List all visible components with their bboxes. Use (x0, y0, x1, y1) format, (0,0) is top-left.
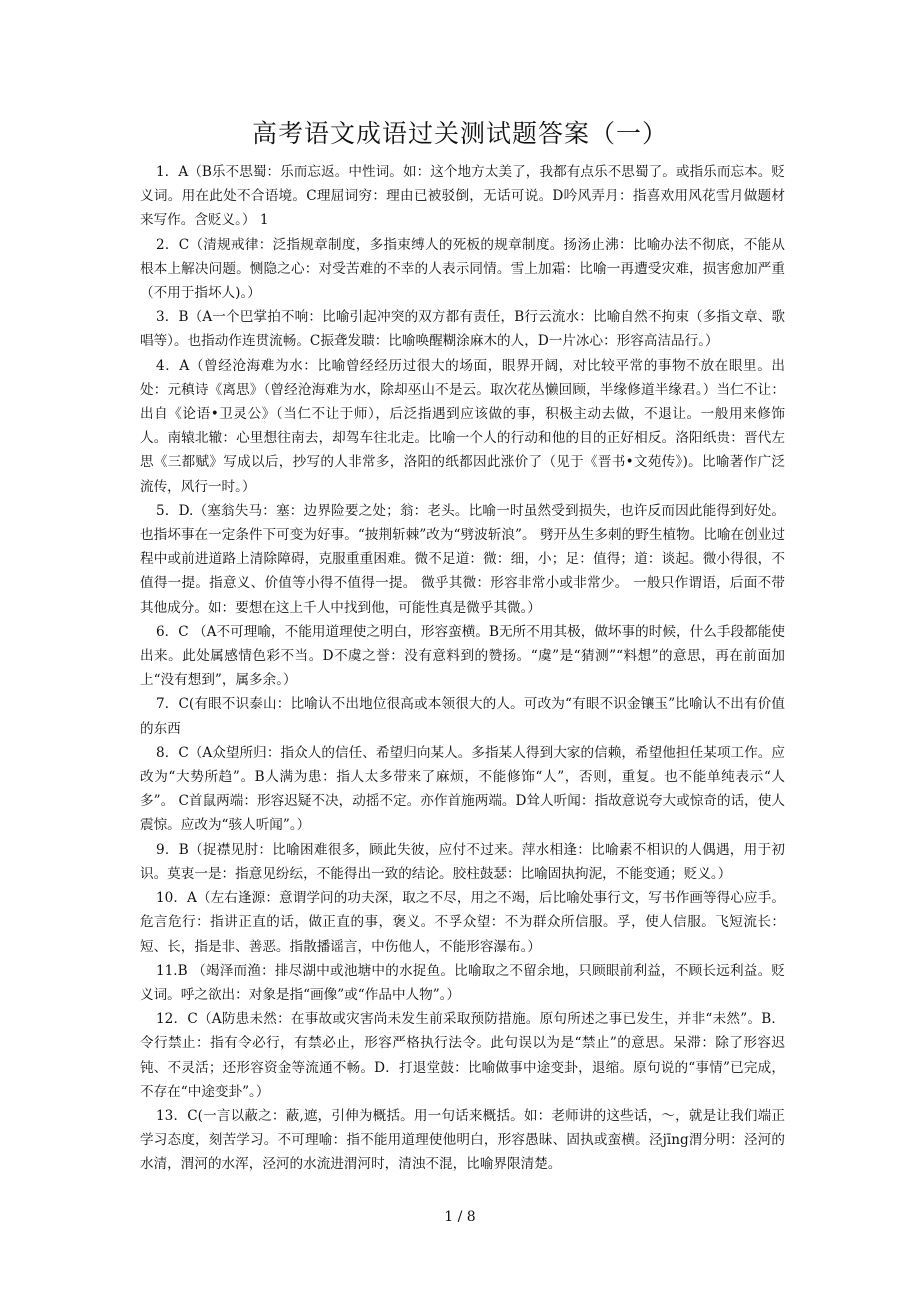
answer-item: 10．A（左右逢源：意谓学问的功夫深，取之不尽，用之不竭，后比喻处事行文，写书作画等得心应手。危言危行：指讲正直的话，做正直的事，褒义。不孚众望：不为群众所信服。孚，使人信服。飞短流长：短、长，指是非、善恶。指散播谣言，中伤他人，不能形容瀑布。） (140, 890, 785, 955)
answer-item: 12．C（A防患未然：在事故或灾害尚未发生前采取预防措施。原句所述之事已发生，并非“未然”。B．令行禁止：指有令必行，有禁必止，形容严格执行法令。此句误以为是“禁止”的意思。呆滞：除了形容迟钝、不灵活；还形容资金等流通不畅。D．打退堂鼓：比喻做事中途变卦，退缩。原句说的“事情”已完成，不存在“中途变卦”。） (140, 1011, 785, 1100)
answer-item: 4．A（曾经沧海难为水：比喻曾经经历过很大的场面，眼界开阔，对比较平常的事物不放在眼里。出处：元稹诗《离思》（曾经沧海难为水，除却巫山不是云。取次花丛懒回顾，半缘修道半缘君。）当仁不让：出自《论语•卫灵公》（当仁不让于师），后泛指遇到应该做的事，积极主动去做，不退让。一般用来修饰人。南辕北辙：心里想往南去，却驾车往北走。比喻一个人的行动和他的目的正好相反。洛阳纸贵：晋代左思《三都赋》写成以后，抄写的人非常多，洛阳的纸都因此涨价了（见于《晋书•文苑传》)。比喻著作广泛流传，风行一时。） (140, 357, 785, 495)
answer-item: 9．B（捉襟见肘：比喻困难很多，顾此失彼，应付不过来。萍水相逢：比喻素不相识的人偶遇，用于初识。莫衷一是：指意见纷纭，不能得出一致的结论。胶柱鼓瑟：比喻固执拘泥，不能变通；贬义。） (140, 841, 785, 882)
page-title: 高考语文成语过关测试题答案（一） (251, 119, 668, 148)
answer-item: 6．C （A不可理喻，不能用道理使之明白，形容蛮横。B无所不用其极，做坏事的时候，什么手段都能使出来。此处属感情色彩不当。D不虞之誉：没有意料到的赞扬。“虞”是“猜测”“料想”的意思，再在前面加上“没有想到”，属多余。） (140, 623, 785, 689)
answer-item: 1．A（B乐不思蜀：乐而忘返。中性词。如：这个地方太美了，我都有点乐不思蜀了。或指乐而忘本。贬义词。用在此处不合语境。C理屈词穷：理由已被驳倒，无话可说。D吟风弄月：指喜欢用风花雪月做题材来写作。含贬义。） 1 (140, 164, 785, 229)
page-number: 1 / 8 (444, 1209, 476, 1225)
answer-item: 5．D.（塞翁失马：塞：边界险要之处；翁：老头。比喻一时虽然受到损失，也许反而因此能得到好处。也指坏事在一定条件下可变为好事。“披荆斩棘”改为“劈波斩浪”。 劈开丛生多刺的野生植物。比喻在创业过程中或前进道路上清除障碍，克服重重困难。微不足道：微：细，小；足：值得；道：谈起。微小得很，不值得一提。指意义、价值等小得不值得一提。 微乎其微：形容非常小或非常少。 一般只作谓语，后面不带其他成分。如：要想在这上千人中找到他，可能性真是微乎其微。） (140, 502, 785, 616)
answer-item: 13．C(一言以蔽之：蔽,遮，引伸为概括。用一句话来概括。如：老师讲的这些话，～，就是让我们端正学习态度，刻苦学习。不可理喻：指不能用道理使他明白，形容愚昧、固执或蛮横。泾jīng渭分明：泾河的水清，渭河的水浑，泾河的水流进渭河时，清浊不混，比喻界限清楚。 (140, 1107, 785, 1173)
answer-list (140, 160, 785, 1177)
answer-item: 7．C(有眼不识泰山：比喻认不出地位很高或本领很大的人。可改为“有眼不识金镶玉”比喻认不出有价值的东西 (140, 696, 785, 737)
answer-item: 2．C（清规戒律：泛指规章制度，多指束缚人的死板的规章制度。扬汤止沸：比喻办法不彻底，不能从根本上解决问题。恻隐之心：对受苦难的不幸的人表示同情。雪上加霜：比喻一再遭受灾难，损害愈加严重（不用于指坏人)。） (140, 236, 785, 302)
answer-item: 11.B （竭泽而渔：排尽湖中或池塘中的水捉鱼。比喻取之不留余地，只顾眼前利益，不顾长远利益。贬义词。呼之欲出：对象是指“画像”或“作品中人物”。） (140, 962, 785, 1003)
answer-item: 8．C（A众望所归：指众人的信任、希望归向某人。多指某人得到大家的信赖，希望他担任某项工作。应改为“大势所趋”。B人满为患：指人太多带来了麻烦，不能修饰“人”，否则，重复。也不能单纯表示“人多”。 C首鼠两端：形容迟疑不决，动摇不定。亦作首施两端。D耸人听闻：指故意说夸大或惊奇的话，使人震惊。应改为“骇人听闻”。） (140, 744, 785, 834)
answer-item: 3．B（A一个巴掌拍不响：比喻引起冲突的双方都有责任，B行云流水：比喻自然不拘束（多指文章、歌唱等）。也指动作连贯流畅。C振聋发聩：比喻唤醒糊涂麻木的人，D一片冰心：形容高洁品行。） (140, 309, 785, 350)
